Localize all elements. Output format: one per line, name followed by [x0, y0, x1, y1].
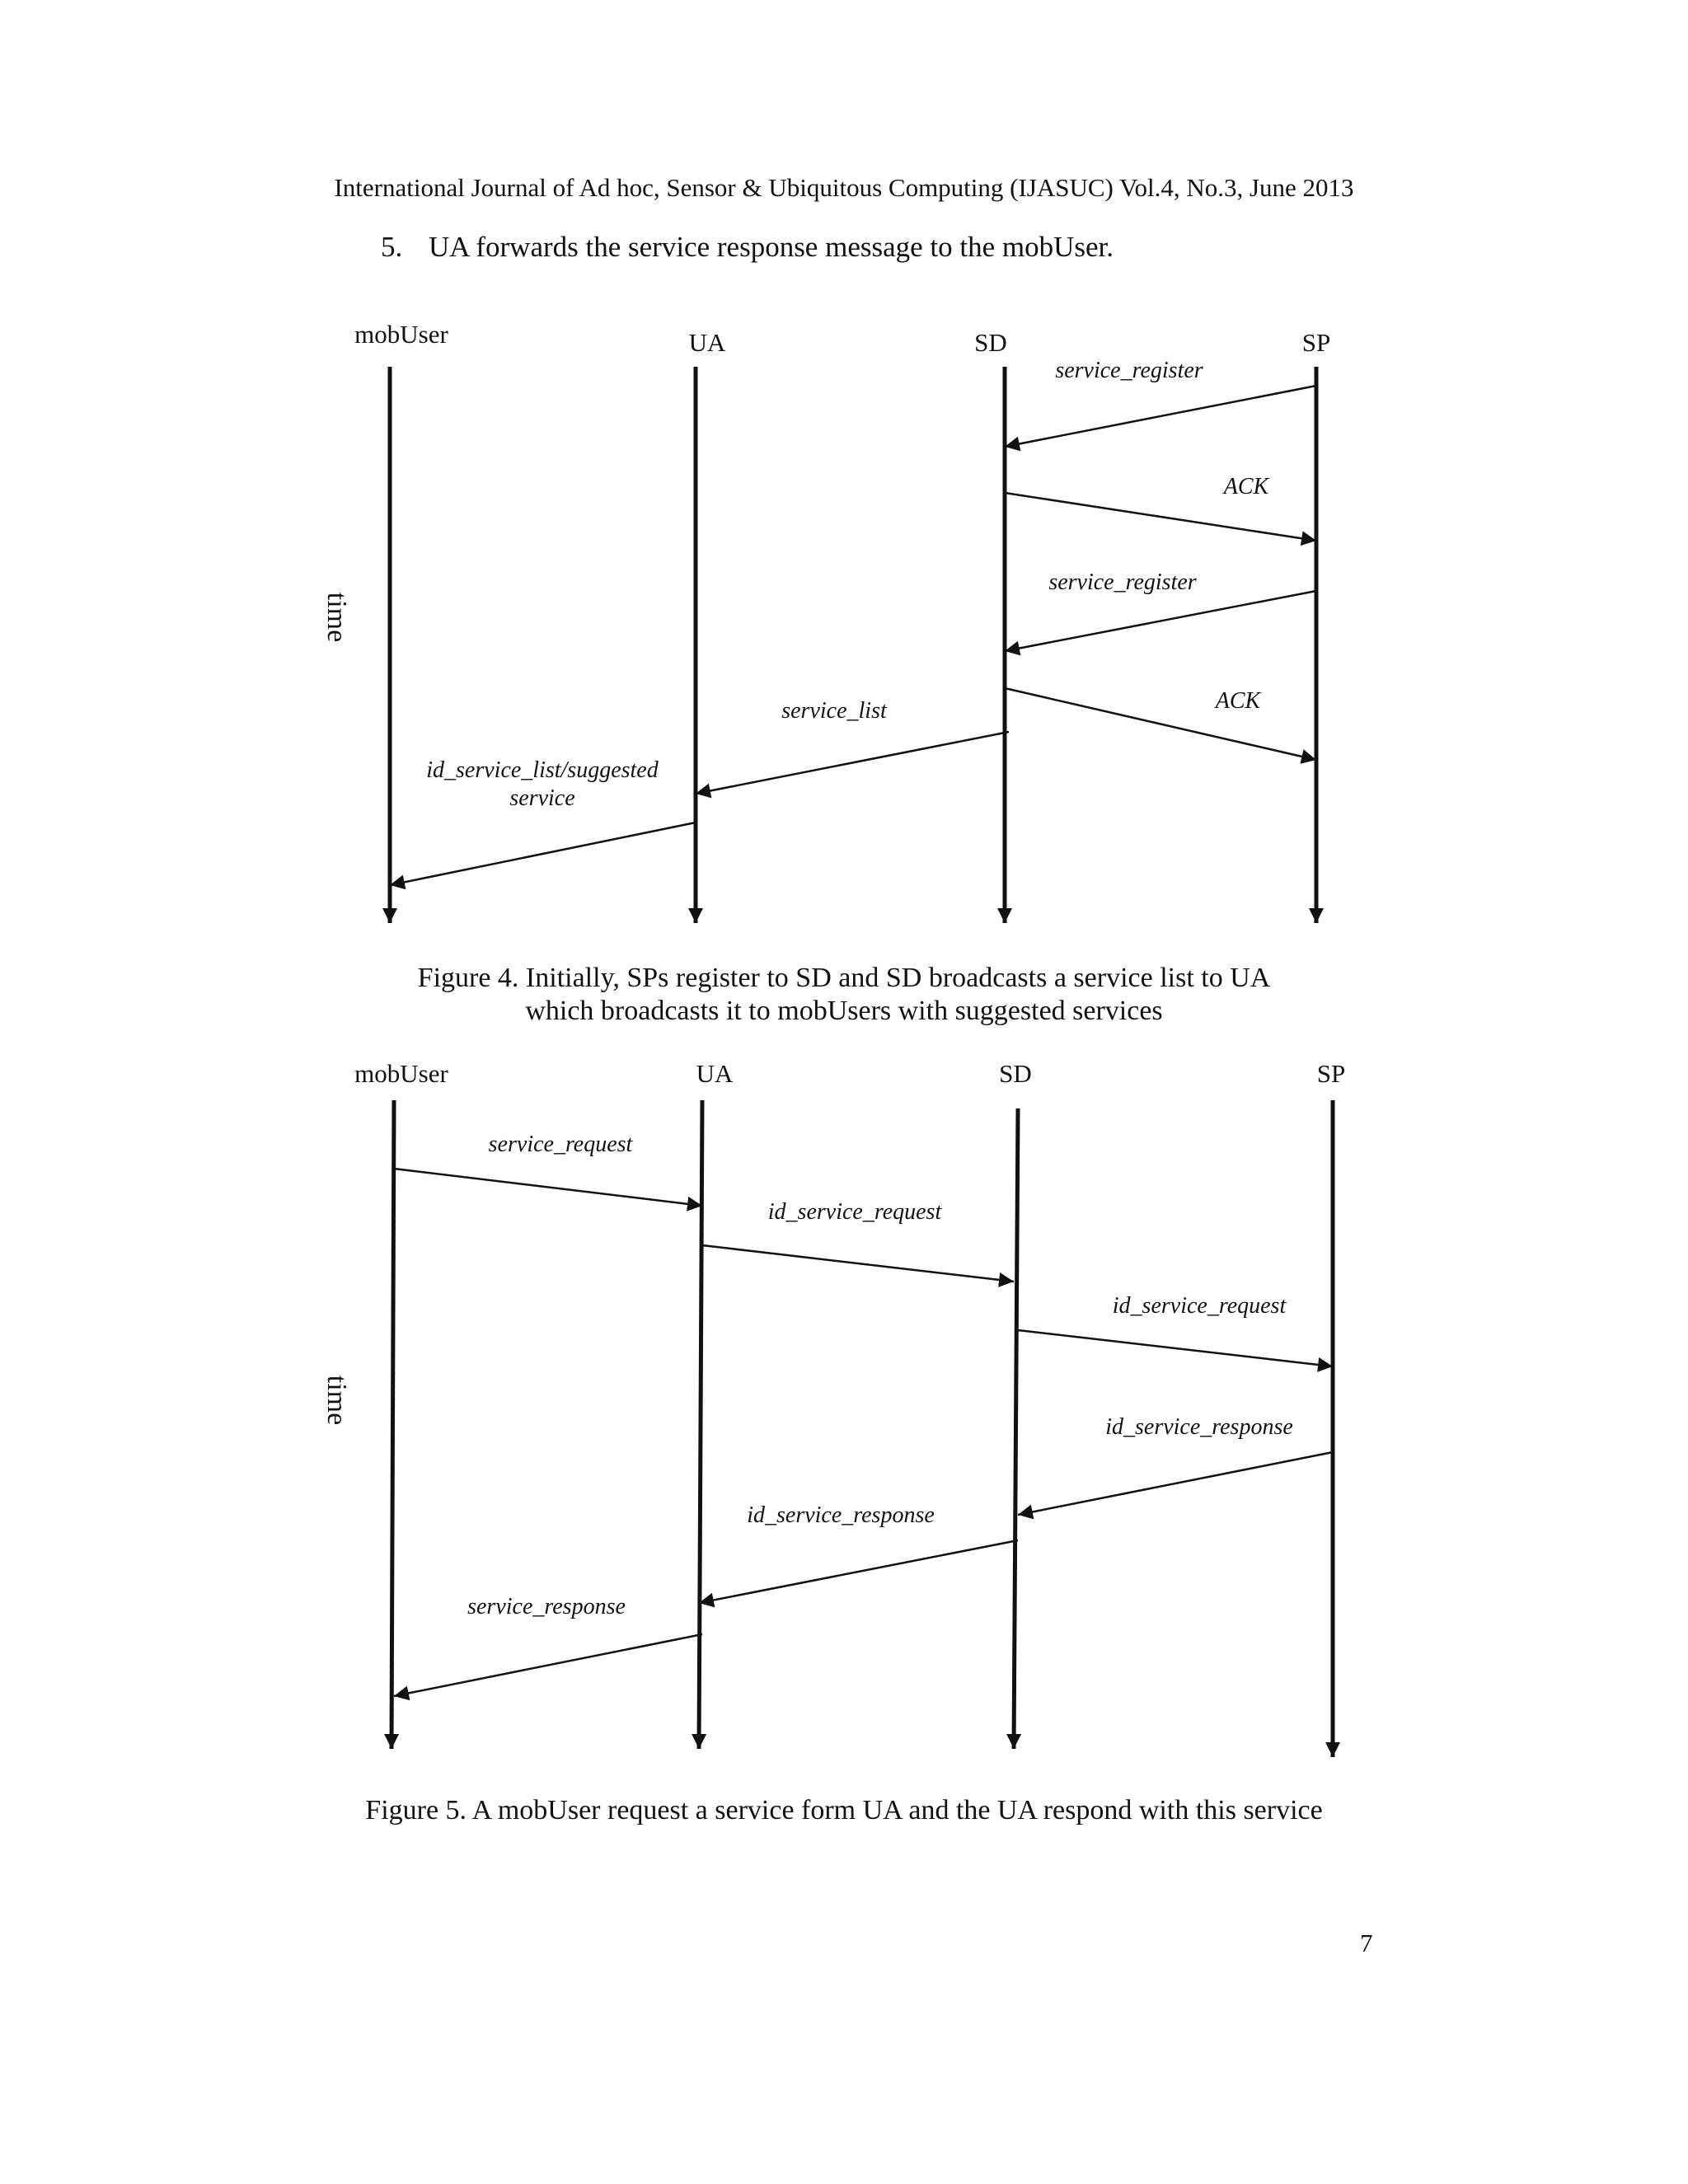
figure-4-caption-line-2: which broadcasts it to mobUsers with suggested services — [525, 996, 1163, 1026]
message-label-5: id_service_response — [747, 1502, 935, 1528]
message-arrow-2 — [702, 1245, 1014, 1282]
time-axis-label: time — [321, 592, 353, 643]
step-text: UA forwards the service response message to the mobUser. — [429, 231, 1114, 263]
actor-sd: SD — [999, 1059, 1032, 1088]
actor-ua: UA — [696, 1059, 734, 1088]
message-label-6: id_service_list/suggested service — [426, 757, 659, 811]
message-label-1: service_register — [1055, 358, 1203, 383]
message-arrow-5 — [699, 1540, 1018, 1603]
journal-header: International Journal of Ad hoc, Sensor & Ubiquitous Computing (IJASUC) Vol.4, No.3, June 2013 — [334, 173, 1354, 202]
message-label-4: ACK — [1215, 688, 1261, 714]
actor-sd: SD — [974, 328, 1007, 357]
time-axis-label: time — [321, 1375, 353, 1426]
figure-4-caption-line-1: Figure 4. Initially, SPs register to SD and SD broadcasts a service list to UA — [417, 963, 1271, 993]
actor-ua: UA — [688, 328, 726, 357]
message-label-5: service_list — [781, 698, 887, 724]
message-label-6: service_response — [467, 1594, 626, 1619]
message-arrow-3 — [1018, 1330, 1333, 1366]
message-arrow-4 — [1018, 1452, 1333, 1515]
actor-sp: SP — [1316, 1059, 1346, 1088]
message-label-1: service_request — [488, 1132, 633, 1157]
figure-5-caption: Figure 5. A mobUser request a service form UA and the UA respond with this service — [365, 1795, 1323, 1825]
message-arrow-6 — [394, 1634, 702, 1696]
message-label-2: ACK — [1223, 474, 1269, 499]
actor-sp: SP — [1301, 328, 1331, 357]
message-label-4: id_service_response — [1105, 1414, 1293, 1440]
actor-mobuser: mobUser — [354, 320, 448, 349]
lifeline-mobuser — [392, 1100, 394, 1749]
step-number: 5. — [381, 231, 403, 263]
message-label-3: service_register — [1048, 569, 1197, 595]
lifeline-sd — [1014, 1108, 1018, 1749]
message-label-3: id_service_request — [1112, 1293, 1287, 1319]
message-label-2: id_service_request — [767, 1199, 942, 1225]
page-number: 7 — [1360, 1929, 1373, 1957]
lifeline-ua — [699, 1100, 702, 1749]
message-arrow-1 — [394, 1169, 702, 1206]
actor-mobuser: mobUser — [354, 1059, 448, 1088]
